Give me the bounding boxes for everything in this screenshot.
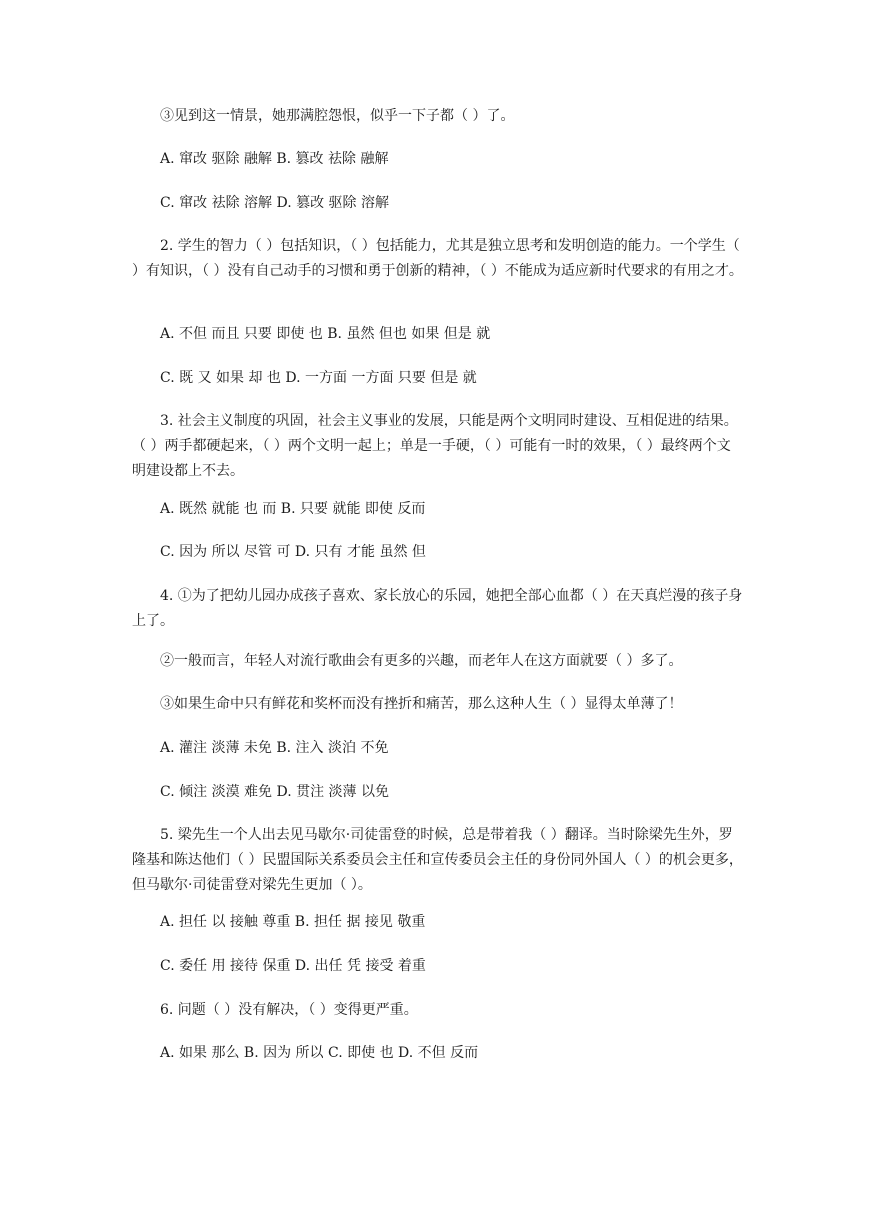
question-4-item-3: ③如果生命中只有鲜花和奖杯而没有挫折和痛苦，那么这种人生（ ）显得太单薄了！ xyxy=(160,696,683,712)
question-2-options-cd: C. 既 又 如果 却 也 D. 一方面 一方面 只要 但是 就 xyxy=(160,370,477,386)
question-4-options-cd: C. 倾注 淡漠 难免 D. 贯注 淡薄 以免 xyxy=(160,784,389,800)
question-5-options-ab: A. 担任 以 接触 尊重 B. 担任 据 接见 敬重 xyxy=(160,914,426,930)
question-3-options-cd: C. 因为 所以 尽管 可 D. 只有 才能 虽然 但 xyxy=(160,544,426,560)
question-1-options-cd: C. 窜改 祛除 溶解 D. 篡改 驱除 溶解 xyxy=(160,195,389,211)
question-3: 3. 社会主义制度的巩固，社会主义事业的发展，只能是两个文明同时建设、互相促进的结果。（ ）两手都硬起来，（ ）两个文明一起上；单是一手硬，（ ）可能有一时的效果，（ ）最终两个文明建设都上不去。 xyxy=(132,413,738,479)
question-6-options: A. 如果 那么 B. 因为 所以 C. 即使 也 D. 不但 反而 xyxy=(160,1045,479,1061)
question-4-options-ab: A. 灌注 淡薄 未免 B. 注入 淡泊 不免 xyxy=(160,740,389,756)
question-4-item-2: ②一般而言，年轻人对流行歌曲会有更多的兴趣，而老年人在这方面就要（ ）多了。 xyxy=(160,653,683,669)
question-3-options-ab: A. 既然 就能 也 而 B. 只要 就能 即使 反而 xyxy=(160,501,426,517)
question-5: 5. 梁先生一个人出去见马歇尔·司徒雷登的时候，总是带着我（ ）翻译。当时除梁先生外，罗隆基和陈达他们（ ）民盟国际关系委员会主任和宣传委员会主任的身份同外国人（ ）的机会更多，但马歇尔·司徒雷登对梁先生更加（ ）。 xyxy=(132,827,743,893)
question-5-options-cd: C. 委任 用 接待 保重 D. 出任 凭 接受 着重 xyxy=(160,958,426,974)
question-2: 2. 学生的智力（ ）包括知识，（ ）包括能力，尤其是独立思考和发明创造的能力。一个学生（ ）有知识，（ ）没有自己动手的习惯和勇于创新的精神，（ ）不能成为适应新时代要求的有用之才。 xyxy=(132,238,743,279)
question-2-options-ab: A. 不但 而且 只要 即使 也 B. 虽然 但也 如果 但是 就 xyxy=(160,326,491,342)
question-6: 6. 问题（ ）没有解决，（ ）变得更严重。 xyxy=(160,1002,418,1018)
question-1-options-ab: A. 窜改 驱除 融解 B. 篡改 祛除 融解 xyxy=(160,151,389,167)
question-1-item-3: ③见到这一情景，她那满腔怨恨，似乎一下子都（ ）了。 xyxy=(160,108,515,124)
question-4-item-1: 4. ①为了把幼儿园办成孩子喜欢、家长放心的乐园，她把全部心血都（ ）在天真烂漫的孩子身上了。 xyxy=(132,588,743,629)
